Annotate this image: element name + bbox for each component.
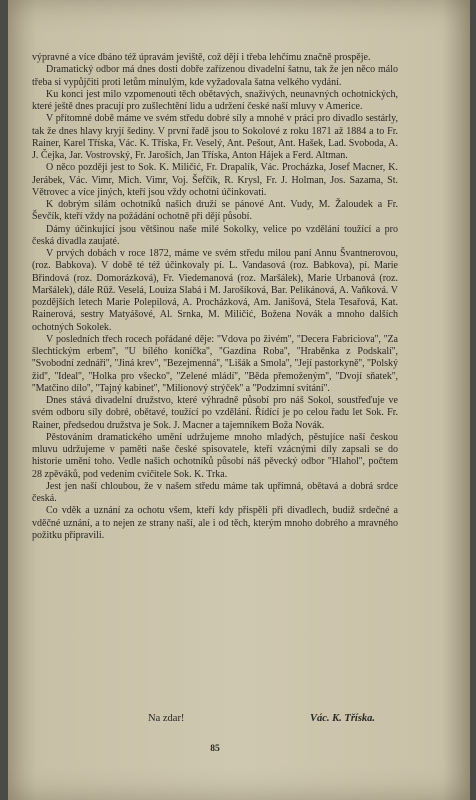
paragraph: výpravné a více dbáno též úpravám jeviště, což dějí i třeba lehčímu značně prospěje. bbox=[32, 52, 371, 63]
paragraph: Dámy účinkující jsou většinou naše milé Sokolky, velice po vzdělání toužící a pro česká divadla zaujaté. bbox=[32, 223, 398, 247]
paragraph: K dobrým silám ochotníků našich druží se pánové Ant. Vudy, M. Žaloudek a Fr. Ševčík, kteří vždy na požádání ochotně při dějí působí. bbox=[32, 199, 398, 223]
book-page bbox=[8, 0, 470, 800]
paragraph: O něco později jest to Sok. K. Miličić, Fr. Drapalík, Vác. Procházka, Josef Macner, K. Jerábek, Vác. Vimr, Mich. Vimr, Voj. Šefčík, R. Krysl, Fr. J. Holman, Jos. Sazama, St. Větrovec a více jiných, kteří jsou vždy ochotni účinkovati. bbox=[32, 162, 398, 198]
paragraph: Jest jen naší chloubou, že v našem středu máme tak upřímná, obětavá a dobrá srdce česká. bbox=[32, 480, 398, 504]
paragraph: Co vděk a uznání za ochotu všem, kteří kdy přispěli při divadlech, budiž srdečné a vděčné uznání, a to nejen ze strany naší, ale i od těch, kterým mnoho dobrého a mravného požitku připravili. bbox=[32, 505, 398, 541]
author-signature: Vác. K. Tříska. bbox=[310, 713, 376, 724]
signature-line bbox=[32, 713, 398, 727]
paragraph: V prvých dobách v roce 1872, máme ve svém středu milou paní Annu Švantnerovou, (roz. Babkova). V době té též účinkovaly pí. L. Vandasová (roz. Babkova), pí. Marie Břindová (roz. Domorázková), Fr. Viedemanová (roz. Maršálek), Marie Urbanová (roz. Maršálek), dále Rūž. Veselá, Louiza Slabá i M. Jarošíková, Bar. Pelikánová, A. Vaňková. V pozdějších letech Marie Polepilová, A. Procházková, Am. Janišová, Stela Tesařová, Kat. Rainerová, sestry Matyášové, Al. Srnka, M. Miličić, Božena Novák a mnoho dalších ochotných Sokolek. bbox=[32, 248, 398, 333]
paragraph: Ku konci jest milo vzpomenouti těch obětavých, snaživých, neunavných ochotnických, které ještě dnes pracují pro zušlechtění lidu a udržení české naší mluvy v Americe. bbox=[32, 88, 398, 112]
page-number: 85 bbox=[210, 744, 220, 754]
paragraph: V přítomné době máme ve svém středu dobré síly a mnohé v práci pro divadlo sestárly, tak že dnes hlavy kryjí šediny. V první řadě jsou to Sokolové z roku 1871 až 1884 a to Fr. Rainer, Karel Tříska, Vác. K. Tříska, Fr. Veselý, Ant. Pešout, Ant. Hašek, Lad. Svoboda, A. J. Čejka, Jar. Vostrovský, Fr. Jaroších, Jan Tříska, Anton Hájek a Ferd. Altman. bbox=[32, 113, 398, 161]
paragraph: V posledních třech rocech pořádané děje: ''Vdova po živém'', ''Decera Fabriciova'', ''Za šlechtickým erbem'', ''U bílého koníčka'', ''Gazdina Roba'', ''Hraběnka z Podskalí'', ''Svobodní zednáři'', ''Jiná krev'', ''Bezejmenná'', ''Lišák a Smola'', ''Její pastorkyně'', ''Polský žid'', ''Ideal'', ''Holka pro všecko'', ''Zelené mládí'', ''Běda přemoženým'', ''Dvojí sňatek'', ''Matčino dílo'', ''Tajný kabinet'', ''Milionový strýček'' a ''Podzimní svítání''. bbox=[32, 333, 398, 394]
closing-greeting: Na zdar! bbox=[148, 713, 185, 724]
paragraph: Dramatický odbor má dnes dosti dobře zařízenou divadelní šatnu, tak že jen něco málo třeba si vypůjčiti proti letům minulým, kde vyžadovala šatna velkého vydání. bbox=[32, 64, 398, 88]
body-text bbox=[32, 52, 398, 542]
paragraph: Pěstováním dramatického umění udržujeme mnoho mladých, pěstujíce naší českou mluvu udržujeme v paměti naše české spisovatele, kteří vzácnými díly zapsali se do historie umění toho. Vedle našich ochotníků působí náš pěvecký odbor ''Hlahol'', počtem 28 zpěváků, pod vedením cvičitele Sok. K. Trka. bbox=[32, 431, 398, 480]
paragraph: Dnes stává divadelní družstvo, které výhradně působí pro náš Sokol, soustřeďuje ve svém odboru síly dobré, obětavé, toužící po vzdělání. Řídící je po celou řadu let Sok. Fr. Rainer, předsedou družstva je Sok. J. Macner a tajemníkem Boža Novák. bbox=[32, 395, 398, 431]
